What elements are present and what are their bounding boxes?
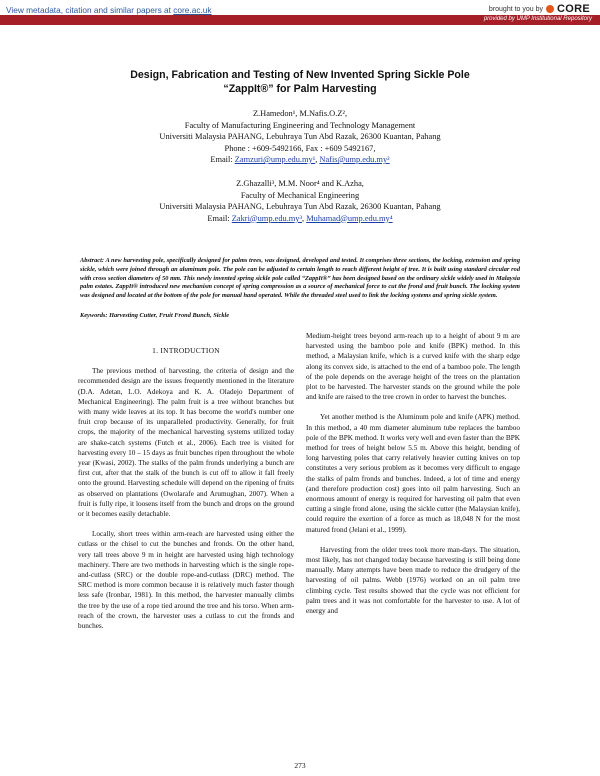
metadata-banner (6, 5, 212, 15)
paragraph: Medium-height trees beyond arm-reach up to a height of about 9 m are harvested using the bamboo pole and knife (BPK) method. In this method, a Malaysian knife, which is a curved knife with the sharp edge along its convex side, is attached to the end of a bamboo pole. The length of the pole depends on the average height of the trees on the plantation plot to be harvested. The harvester stands on the ground while the pole and knife are raised to the tree crown in order to harvest the bunches. (306, 332, 520, 402)
keywords: Keywords: Harvesting Cutter, Fruit Frond Bunch, Sickle (80, 312, 230, 319)
paragraph: Yet another method is the Aluminum pole and knife (APK) method. In this method, a 40 mm diameter aluminum tube replaces the bamboo pole of the BPK method. It works very well and even faster than the BPK method for trees of height below 5.5 m. Above this height, bending of long harvesting poles that carry relatively heavier cutting knives on top constitutes a very serious problem as it becomes very difficult to engage the stalks of palm fronds and bunches. Indeed, a lot of time and energy (and therefore production cost) goes into oil palm harvesting. Such an enormous amount of energy is required for harvesting oil palm that even cutting a single frond alone, using the sickle cutter (the Malaysian knife), could require the exertion of a force as much as 18,048 N for the most matured frond (Jelani et al., 1999). (306, 413, 520, 534)
core-logo[interactable]: CORE (557, 3, 590, 15)
author-university: Universiti Malaysia PAHANG, Lebuhraya Tun Abd Razak, 26300 Kuantan, Pahang (159, 202, 441, 211)
email-label: Email: (207, 213, 232, 223)
email-label: Email: (210, 155, 235, 164)
provider-band (0, 15, 600, 25)
brought-by (489, 3, 590, 15)
right-column (306, 331, 520, 616)
paragraph: The previous method of harvesting, the criteria of design and the recommended design are the issues frequently mentioned in the literature (D.A. Adetan, L.O. Adekoya and K. A. Oladejo Department of Mechanical Engineering). The palm fruit is a tree without branches but with many wide leaves at its top. It has become the world's number one fruit crop because of its unparalleled productivity. Generally, for fruit crops, the majority of the mechanical harvesting systems utilized today are shake-catch systems (Futch et al., 2006). Each tree is visited for harvesting every 10 – 15 days as fruit bunches ripen throughout the whole year (Kwasi, 2002). The stalks of the palm fronds underlying a bunch are first cut, after that the stalk of the bunch is cut off to allow it fall freely onto the ground. Harvesting schedule will depend on the ripening of fruits as observed on plantations (Owolarafe and Arumughan, 2007). When a fruit is fully ripe, it loosens itself from the bunch and drops on the ground or it becomes easily detachable. (78, 367, 294, 519)
paragraph: Locally, short trees within arm-reach are harvested using either the cutlass or the chisel to cut the bunches and fronds. On the other hand, very tall trees above 9 m in height are harvested using high technology machinery. There are two methods in harvesting which is the single rope-and-cutlass (SRC) or the double rope-and-cutlass (DRC) method. The SRC method is more common because it is relatively much faster though less safe (Ironbar, 1981). In this method, the harvester manually climbs the tree by the use of a rope tied around the tree and his torso. When arm-reach of the crown, the harvester uses a cutlass to cut the fronds and bunches. (78, 530, 294, 631)
left-column (78, 346, 294, 631)
author-block-1 (60, 108, 540, 166)
email-link[interactable]: Zakri@ump.edu.my³ (231, 213, 302, 223)
author-faculty: Faculty of Manufacturing Engineering and Technology Management (184, 120, 416, 130)
author-email (60, 213, 540, 225)
title-line-1: Design, Fabrication and Testing of New Invented Spring Sickle Pole (130, 69, 470, 81)
banner-text: View metadata, citation and similar papers at (6, 5, 174, 15)
abstract: Abstract: A new harvesting pole, specifically designed for palms trees, was designed, developed and tested. It comprises three sections, the locking, extension and spring sickle, which were joined through an aluminum pole. The pole can be adjusted to certain length to reach different height of tree. It is built using standard circular rod with cross section diameters of 50 mm. This newly invented spring sickle pole called “ZappIt®” has been designed based on the ordinary sickle widely used in Malaysia palm estates. ZappIt® introduced new mechanism concept of spring compression as a source of mechanical force to cut the frond and fruit bunch. The locking system was designed and located at the bottom of the pole for manual hand operated. While the threaded steel used to link the locking systems and spring sickle system. (80, 257, 520, 300)
email-link[interactable]: Zamzuri@ump.edu.my¹ (234, 155, 316, 164)
core-link[interactable]: core.ac.uk (173, 5, 212, 15)
email-link[interactable]: Nafis@ump.edu.my² (319, 155, 390, 164)
brought-text: brought to you by (488, 5, 544, 13)
page-number: 273 (294, 761, 306, 770)
paragraph: Harvesting from the older trees took more man-days. The situation, most likely, has not changed today because harvesting is still being done manually. Many attempts have been made to reduce the drudgery of the harvesting of oil palms. Webb (1976) worked on an oil palm tree climbing cycle. Test results showed that the cycle was not efficient for palm trees and it was not comfortable for the harvester to use. A lot of energy and (306, 545, 520, 616)
paper-title (60, 68, 540, 96)
email-separator: , (315, 155, 320, 164)
author-block-2 (60, 178, 540, 224)
email-link[interactable]: Muhamad@ump.edu.my⁴ (306, 213, 393, 223)
core-logo-icon (546, 5, 554, 13)
section-heading: 1. INTRODUCTION (152, 346, 220, 355)
author-names: Z.Hamedon¹, M.Nafis.O.Z², (252, 109, 348, 118)
provider-text[interactable]: provided by UMP Institutional Repository (483, 16, 592, 22)
author-names: Z.Ghazalli³, M.M. Noor⁴ and K.Azha, (236, 179, 364, 188)
author-faculty: Faculty of Mechanical Engineering (240, 190, 360, 200)
author-email (60, 154, 540, 166)
author-university: Universiti Malaysia PAHANG, Lebuhraya Tun Abd Razak, 26300 Kuantan, Pahang (159, 132, 441, 141)
author-phone: Phone : +609-5492166, Fax : +609 5492167, (224, 143, 376, 153)
email-separator: , (302, 213, 307, 223)
title-line-2: “ZappIt®” for Palm Harvesting (223, 83, 377, 95)
